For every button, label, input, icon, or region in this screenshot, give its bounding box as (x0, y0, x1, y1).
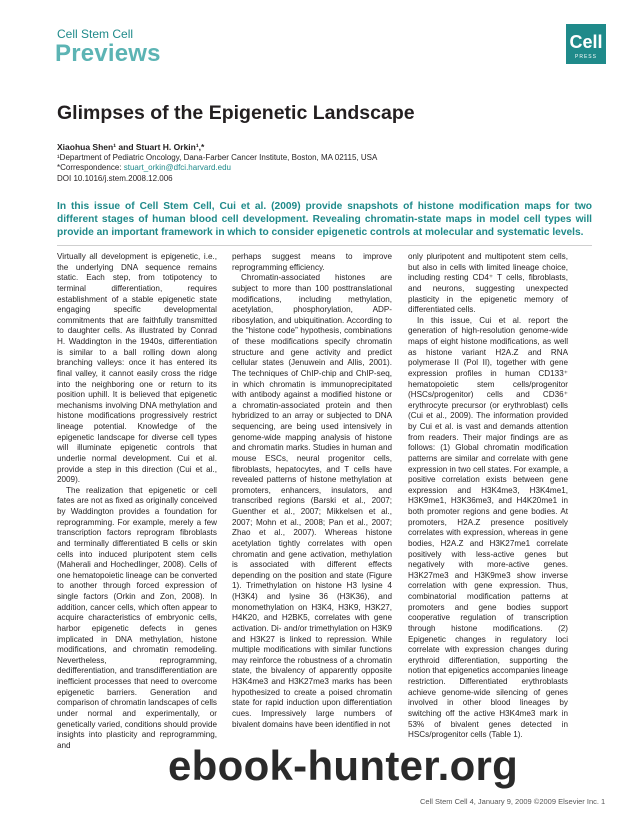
paragraph: Chromatin-associated histones are subject to more than 100 posttranslational modifications, including methylation, acetylation, phosphorylation, ADP-ribosylation, and ubiquitination. According to the “histone code” hypothesis, combinations of these modifications specify chromatin structure and gene activity and predict cellular states (Jenuwein and Allis, 2001). The techniques of ChIP-chip and ChIP-seq, in which chromatin is immunoprecipitated with antibody against a modified histone or a chromatin-associated protein and then hybridized to an array or subjected to DNA sequencing, are being used intensively in genome-wide mapping analysis of histone and chromatin marks. Studies in human and mouse ESCs, neural progenitor cells, fibroblasts, hepatocytes, and T cells have revealed patterns of histone methylation at promoters, enhancers, insulators, and transcribed regions (Barski et al., 2007; Guenther et al., 2007; Mikkelsen et al., 2007; Mohn et al., 2008; Pan et al., 2007; Zhao et al., 2007). Whereas histone acetylation tightly correlates with open chromatin and gene activation, methylation is associated with different effects depending on the position and state (Figure 1). Trimethylation on histone H3 lysine 4 (H3K4) and lysine 36 (H3K36), and monomethylation on H3K4, H3K9, H3K27, H4K20, and H2BK5, correlates with gene activation. Di- and/or trimethylation on H3K9 and H3K27 is linked to repression. While multiple modifications with similar functions may reinforce the robustness of a chromatin state, the bivalency of apparently opposite H3K4me3 and H3K27me3 marks has been hypothesized to create a poised chromatin state for rapid induction upon differentiation cues. Impressively large numbers of bivalent domains have been identified in not (232, 273, 392, 729)
correspondence-label: *Correspondence: (57, 163, 124, 172)
paragraph: only pluripotent and multipotent stem cells, but also in cells with limited lineage choice, including resting CD4⁺ T cells, fibroblasts, and neurons, suggesting unexpected plasticity in the epigenetic memory of differentiated cells. (408, 252, 568, 315)
section-title: Previews (55, 40, 161, 67)
doi: DOI 10.1016/j.stem.2008.12.006 (57, 173, 173, 183)
paragraph: perhaps suggest means to improve reprogramming efficiency. (232, 252, 392, 272)
abstract: In this issue of Cell Stem Cell, Cui et al. (2009) provide snapshots of histone modification maps for two different stages of human blood cell development. Revealing chromatin-state maps in model cell types will provide an important framework in which to consider epigenetic controls at molecular and systematic levels. (57, 201, 592, 238)
logo-sub-text: PRESS (575, 54, 597, 60)
page-footer: Cell Stem Cell 4, January 9, 2009 ©2009 Elsevier Inc. 1 (420, 797, 606, 806)
journal-name: Cell Stem Cell (57, 27, 134, 41)
text-column-2 (232, 252, 392, 730)
logo-main-text: Cell (569, 32, 603, 52)
correspondence-email-link[interactable]: stuart_orkin@dfci.harvard.edu (123, 163, 232, 172)
article-meta (57, 142, 377, 184)
paragraph: Virtually all development is epigenetic, i.e., the underlying DNA sequence remains static. Each step, from totipotency to terminal differentiation, requires establishment of a stable epigenetic state engaging specific developmental commitments that are faithfully transmitted to daughter cells. As illustrated by Conrad H. Waddington in the 1940s, differentiation is similar to a ball rolling down along branching valleys: once it has entered its final valley, it cannot easily cross the ridge into the neighboring one or return to its position uphill. It is believed that epigenetic mechanisms involving DNA methylation and histone modifications progressively restrict lineage potential. Knowledge of the epigenetic landscape for diverse cell types will illuminate epigenetic controls that underlie normal development. Cui et al. provide a step in this direction (Cui et al., 2009). (57, 252, 217, 485)
article-title: Glimpses of the Epigenetic Landscape (57, 102, 415, 124)
watermark: ebook-hunter.org (168, 742, 519, 789)
divider (57, 245, 592, 246)
authors: Xiaohua Shen¹ and Stuart H. Orkin¹,* (57, 142, 205, 152)
text-column-3 (408, 252, 568, 741)
paragraph: In this issue, Cui et al. report the generation of high-resolution genome-wide maps of eight histone modifications, as well as histone variant H2A.Z and RNA polymerase II (Pol II), together with gene expression profiles in human CD133⁺ hematopoietic stem cells/progenitor (HSCs/progenitor) cells and CD36⁺ erythrocyte precursor (or erythroblast) cells (Cui et al., 2009). The information provided by Cui et al. is vast and demands attention from readers. Their major findings are as follows: (1) Global chromatin modification patterns are similar and correlate with gene expression in two cell states. For example, a positive correlation exists between gene expression and H3K4me3, H3K4me1, H3K9me1, H3K36me3, and H4K20me1 in both promoter regions and gene bodies. At promoters, H2A.Z presence positively correlates with expression, whereas in gene bodies, H2A.Z and H3K27me1 correlate positively with less-active genes but negatively with more-active genes. H3K27me3 and H3K9me3 show inverse correlation with gene expression. Thus, combinatorial modification patterns at promoters and gene bodies support cooperative regulation of transcription through histone modifications. (2) Epigenetic changes in regulatory loci correlate with expression changes during erythroid differentiation, supporting the notion that epigenetics accompanies lineage restriction. Differentiated erythroblasts achieve genome-wide silencing of genes involved in other blood lineages by switching off the active H3K4me3 mark in 53% of bivalent genes detected in HSCs/progenitor cells (Table 1). (408, 315, 568, 740)
cell-press-logo (566, 24, 606, 64)
affiliation: ¹Department of Pediatric Oncology, Dana-Farber Cancer Institute, Boston, MA 02115, USA (57, 152, 378, 162)
paragraph: The realization that epigenetic or cell fates are not as fixed as originally conceived by Waddington provides a foundation for reprogramming. For example, merely a few transcription factors reprogram fibroblasts and terminally differentiated B cells or skin cells into induced pluripotent stem cells (Maherali and Hochedlinger, 2008). Cells of one hematopoietic lineage can be converted to another through forced expression of single factors (Orkin and Zon, 2008). In addition, cancer cells, which often appear to acquire characteristics of embryonic cells, harbor epigenetic defects in genes implicated in DNA methylation, histone modifications, and chromatin remodeling. Nevertheless, reprogramming, dedifferentiation, and transdifferentiation are inefficient processes that need to overcome epigenetic barriers. Generation and comparison of chromatin landscapes of cells under normal and experimentally, or genetically varied, conditions should provide insights into plasticity and reprogramming, and (57, 485, 217, 750)
text-column-1 (57, 252, 217, 751)
correspondence (57, 163, 377, 174)
